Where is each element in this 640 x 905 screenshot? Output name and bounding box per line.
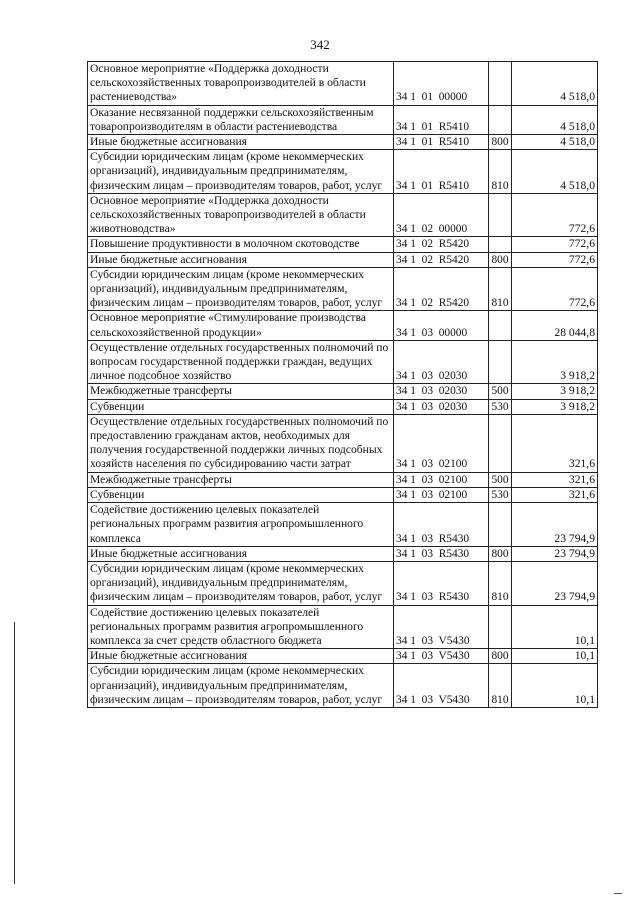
expense-type-code: 530 [489, 487, 512, 502]
expense-name: Повышение продуктивности в молочном скотоводстве [88, 237, 394, 252]
expense-name: Субсидии юридическим лицам (кроме некоммерческих организаций), индивидуальным предпринимателям, физическим лицам – производителям товаров, работ, услуг [88, 150, 394, 194]
target-code: 34 1 02 00000 [394, 193, 489, 237]
amount: 772,6 [512, 237, 598, 252]
target-code: 34 1 03 02030 [394, 340, 489, 384]
expense-type-code: 500 [489, 472, 512, 487]
expense-type-code [489, 605, 512, 649]
amount: 23 794,9 [512, 561, 598, 605]
expense-name: Иные бюджетные ассигнования [88, 135, 394, 150]
expense-type-code [489, 193, 512, 237]
target-code: 34 1 02 R5420 [394, 252, 489, 267]
expense-type-code: 810 [489, 267, 512, 311]
target-code: 34 1 01 R5410 [394, 135, 489, 150]
table-row [88, 664, 598, 708]
table-body [88, 62, 598, 708]
expense-type-code [489, 62, 512, 106]
target-code: 34 1 03 02100 [394, 487, 489, 502]
amount: 10,1 [512, 664, 598, 708]
expense-name: Субсидии юридическим лицам (кроме некоммерческих организаций), индивидуальным предпринимателям, физическим лицам – производителям товаров, работ, услуг [88, 664, 394, 708]
table-row [88, 472, 598, 487]
target-code: 34 1 03 V5430 [394, 664, 489, 708]
expense-name: Иные бюджетные ассигнования [88, 252, 394, 267]
amount: 772,6 [512, 193, 598, 237]
expense-type-code: 810 [489, 150, 512, 194]
table-row [88, 340, 598, 384]
table-row [88, 384, 598, 399]
expense-name: Содействие достижению целевых показателей региональных программ развития агропромышленного комплекса [88, 503, 394, 547]
expense-name: Оказание несвязанной поддержки сельскохозяйственным товаропроизводителям в области растениеводства [88, 105, 394, 134]
target-code: 34 1 01 00000 [394, 62, 489, 106]
target-code: 34 1 03 R5430 [394, 503, 489, 547]
table-row [88, 605, 598, 649]
amount: 28 044,8 [512, 311, 598, 340]
table-row [88, 150, 598, 194]
expense-type-code: 800 [489, 649, 512, 664]
expense-type-code: 800 [489, 135, 512, 150]
target-code: 34 1 03 02100 [394, 414, 489, 472]
expense-type-code [489, 311, 512, 340]
scan-corner-mark [614, 893, 622, 894]
amount: 10,1 [512, 649, 598, 664]
expense-name: Субсидии юридическим лицам (кроме некоммерческих организаций), индивидуальным предпринимателям, физическим лицам – производителям товаров, работ, услуг [88, 561, 394, 605]
expense-name: Межбюджетные трансферты [88, 472, 394, 487]
table-row [88, 414, 598, 472]
amount: 3 918,2 [512, 340, 598, 384]
expense-name: Основное мероприятие «Поддержка доходности сельскохозяйственных товаропроизводителей в области животноводства» [88, 193, 394, 237]
amount: 3 918,2 [512, 399, 598, 414]
table-row [88, 252, 598, 267]
target-code: 34 1 01 R5410 [394, 150, 489, 194]
target-code: 34 1 03 R5430 [394, 561, 489, 605]
table-row [88, 267, 598, 311]
expense-name: Иные бюджетные ассигнования [88, 649, 394, 664]
table-row [88, 193, 598, 237]
expense-type-code: 800 [489, 252, 512, 267]
table-row [88, 311, 598, 340]
table-row [88, 561, 598, 605]
expense-type-code [489, 105, 512, 134]
expense-name: Содействие достижению целевых показателей региональных программ развития агропромышленного комплекса за счет средств областного бюджета [88, 605, 394, 649]
amount: 772,6 [512, 252, 598, 267]
expense-name: Субвенции [88, 399, 394, 414]
target-code: 34 1 03 V5430 [394, 649, 489, 664]
expense-type-code: 500 [489, 384, 512, 399]
target-code: 34 1 03 R5430 [394, 546, 489, 561]
amount: 4 518,0 [512, 150, 598, 194]
amount: 23 794,9 [512, 546, 598, 561]
expense-type-code: 810 [489, 561, 512, 605]
target-code: 34 1 01 R5410 [394, 105, 489, 134]
expense-name: Иные бюджетные ассигнования [88, 546, 394, 561]
expense-name: Межбюджетные трансферты [88, 384, 394, 399]
scan-edge-line [14, 622, 15, 884]
amount: 10,1 [512, 605, 598, 649]
expense-type-code: 800 [489, 546, 512, 561]
expense-name: Субсидии юридическим лицам (кроме некоммерческих организаций), индивидуальным предпринимателям, физическим лицам – производителям товаров, работ, услуг [88, 267, 394, 311]
target-code: 34 1 03 02100 [394, 472, 489, 487]
expense-name: Осуществление отдельных государственных полномочий по вопросам государственной поддержки граждан, ведущих личное подсобное хозяйство [88, 340, 394, 384]
amount: 4 518,0 [512, 135, 598, 150]
expense-name: Субвенции [88, 487, 394, 502]
target-code: 34 1 03 02030 [394, 399, 489, 414]
page-number: 342 [310, 37, 330, 52]
amount: 4 518,0 [512, 62, 598, 106]
table-row [88, 649, 598, 664]
expense-type-code [489, 503, 512, 547]
expense-type-code: 810 [489, 664, 512, 708]
target-code: 34 1 02 R5420 [394, 237, 489, 252]
expense-name: Осуществление отдельных государственных полномочий по предоставлению гражданам актов, необходимых для получения государственной поддержки личных подсобных хозяйств населения по субсидированию части затрат [88, 414, 394, 472]
amount: 3 918,2 [512, 384, 598, 399]
expense-type-code [489, 340, 512, 384]
amount: 321,6 [512, 414, 598, 472]
expense-name: Основное мероприятие «Поддержка доходности сельскохозяйственных товаропроизводителей в области растениеводства» [88, 62, 394, 106]
table-row [88, 487, 598, 502]
budget-table [87, 61, 598, 708]
target-code: 34 1 03 02030 [394, 384, 489, 399]
table-row [88, 105, 598, 134]
table-row [88, 399, 598, 414]
target-code: 34 1 03 V5430 [394, 605, 489, 649]
amount: 321,6 [512, 472, 598, 487]
amount: 4 518,0 [512, 105, 598, 134]
expense-type-code [489, 237, 512, 252]
table-row [88, 237, 598, 252]
target-code: 34 1 03 00000 [394, 311, 489, 340]
table-row [88, 62, 598, 106]
amount: 772,6 [512, 267, 598, 311]
amount: 23 794,9 [512, 503, 598, 547]
expense-type-code [489, 414, 512, 472]
amount: 321,6 [512, 487, 598, 502]
expense-name: Основное мероприятие «Стимулирование производства сельскохозяйственной продукции» [88, 311, 394, 340]
table-row [88, 546, 598, 561]
table-row [88, 135, 598, 150]
expense-type-code: 530 [489, 399, 512, 414]
target-code: 34 1 02 R5420 [394, 267, 489, 311]
table-row [88, 503, 598, 547]
